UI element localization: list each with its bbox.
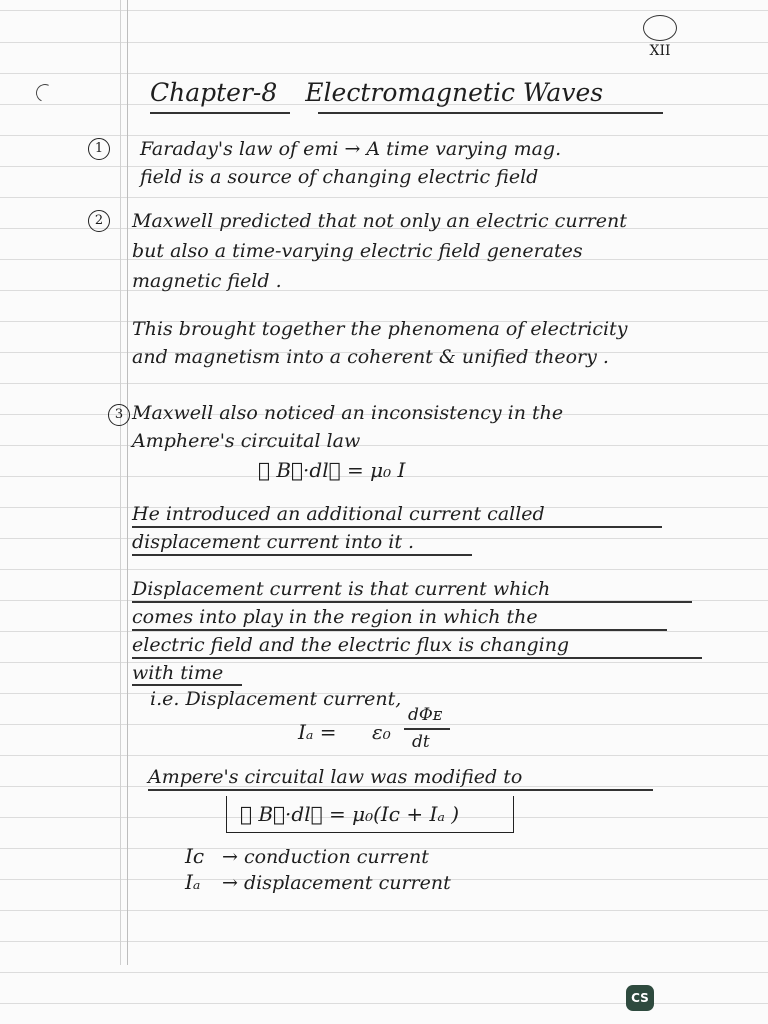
fraction-bar <box>404 728 450 730</box>
intro-underline <box>132 554 472 556</box>
intro-line-2: displacement current into it . <box>132 531 415 553</box>
point-1-line-1: Faraday's law of emi → A time varying mag. <box>140 138 562 160</box>
class-label: XII <box>649 43 671 59</box>
modified-law-text: Ampere's circuital law was modified to <box>148 766 523 788</box>
displacement-formula-denominator: dt <box>412 732 430 752</box>
point-2-line-2: but also a time-varying electric field generates <box>132 240 583 262</box>
intro-underline <box>132 526 662 528</box>
margin-line <box>120 0 121 965</box>
point-1-line-2: field is a source of changing electric field <box>140 166 539 188</box>
point-2-line-1: Maxwell predicted that not only an electric current <box>132 210 627 232</box>
point-3-line-2: Amphere's circuital law <box>132 430 361 452</box>
displacement-formula-coef: ε₀ <box>372 720 391 744</box>
point-3-line-1: Maxwell also noticed an inconsistency in the <box>132 402 564 424</box>
margin-line <box>127 0 128 965</box>
legend-text-displacement: → displacement current <box>222 872 451 894</box>
definition-line-2: comes into play in the region in which the <box>132 606 538 628</box>
chapter-name: Electromagnetic Waves <box>305 78 604 107</box>
point-number: 2 <box>88 210 110 232</box>
class-mark <box>640 15 680 59</box>
legend-symbol-displacement: Iₐ <box>185 870 201 894</box>
page-title <box>150 80 603 105</box>
chapter-label: Chapter-8 <box>150 78 278 107</box>
displacement-formula-numerator: dΦᴇ <box>408 705 443 725</box>
title-underline <box>318 112 663 114</box>
definition-line-1: Displacement current is that current which <box>132 578 551 600</box>
modified-law-formula: ∮ B⃗·dl⃗ = μ₀(Iᴄ + Iₐ ) <box>240 802 460 826</box>
definition-line-4: with time <box>132 662 224 684</box>
definition-line-3: electric field and the electric flux is changing <box>132 634 570 656</box>
definition-underline <box>132 629 667 631</box>
amperes-law-formula: ∮ B⃗·dl⃗ = μ₀ I <box>258 458 406 482</box>
scanner-logo-badge: CS <box>626 985 654 1011</box>
title-underline <box>150 112 290 114</box>
ie-line: i.e. Displacement current, <box>150 688 402 710</box>
point-2-line-3: magnetic field . <box>132 270 282 292</box>
unified-line-2: and magnetism into a coherent & unified theory . <box>132 346 609 368</box>
legend-symbol-conduction: Iᴄ <box>185 844 205 868</box>
unified-line-1: This brought together the phenomena of electricity <box>132 318 628 340</box>
point-number: 3 <box>108 404 130 426</box>
definition-underline <box>132 601 692 603</box>
circle-doodle <box>643 15 677 41</box>
point-number: 1 <box>88 138 110 160</box>
modified-law-underline <box>148 789 653 791</box>
definition-underline <box>132 684 242 686</box>
displacement-formula-lhs: Iₐ = <box>298 720 337 744</box>
legend-text-conduction: → conduction current <box>222 846 429 868</box>
intro-line-1: He introduced an additional current called <box>132 503 545 525</box>
punch-hole-mark <box>33 81 56 104</box>
definition-underline <box>132 657 702 659</box>
